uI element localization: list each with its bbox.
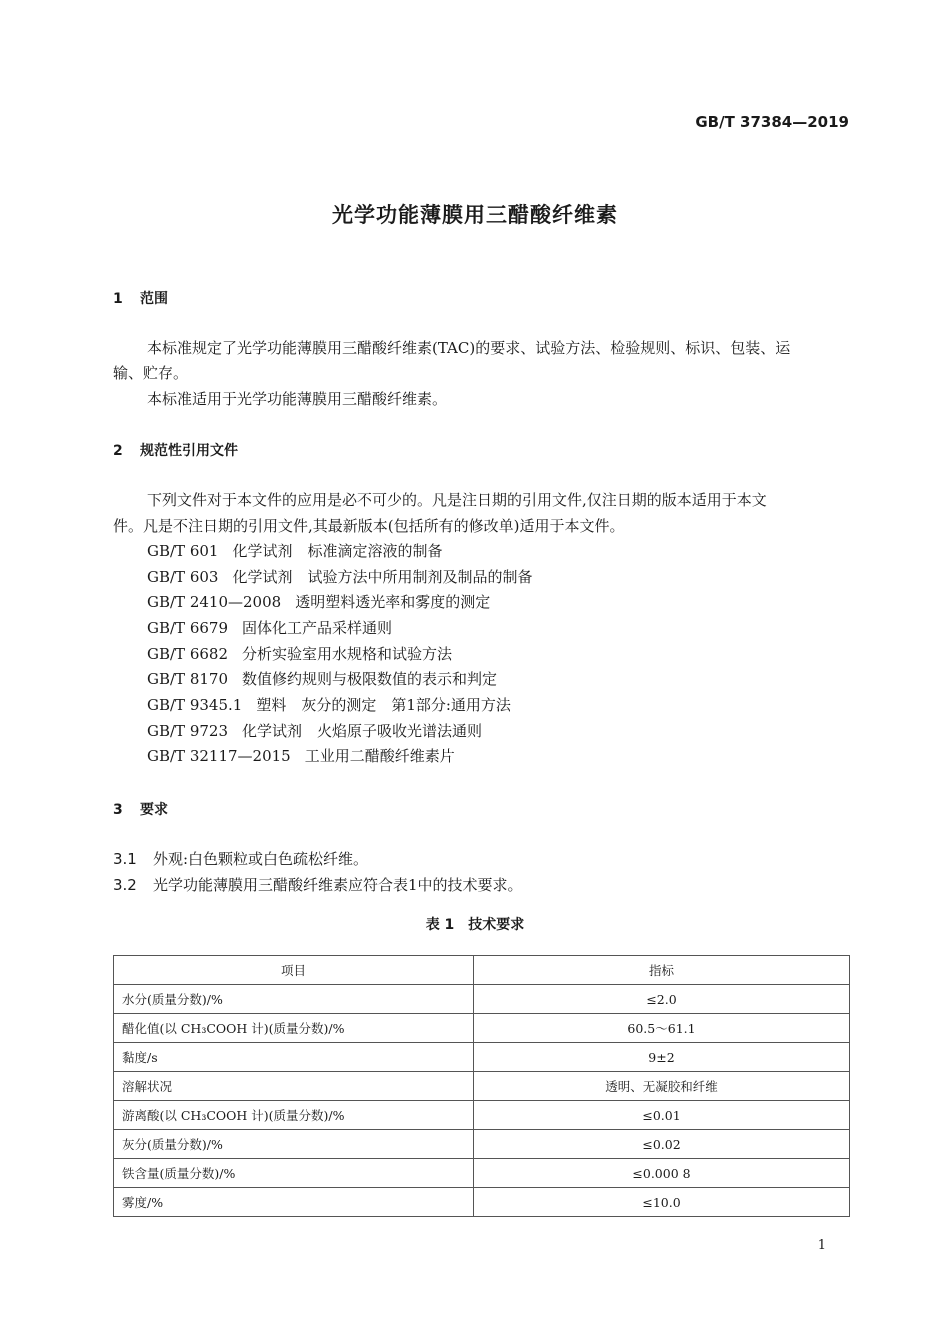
section-number: 1 [113,291,123,307]
reference-code: GB/T 9345.1 [147,696,243,714]
clause-3-1 [113,848,368,869]
column-header-value: 指标 [474,956,850,985]
value-cell: 60.5～61.1 [474,1014,850,1043]
reference-item [147,745,455,766]
clause-number: 3.1 [113,850,137,868]
reference-code: GB/T 9723 [147,722,229,740]
reference-title: 工业用二醋酸纤维素片 [304,747,455,765]
section-title: 要求 [140,802,168,818]
reference-item [147,540,442,561]
reference-title: 化学试剂 试验方法中所用制剂及制品的制备 [232,568,533,586]
table-row [114,1159,850,1188]
table-row [114,1014,850,1043]
reference-code: GB/T 6679 [147,619,229,637]
clause-text: 光学功能薄膜用三醋酸纤维素应符合表1中的技术要求。 [153,876,523,894]
section-title: 规范性引用文件 [140,443,238,459]
column-header-item: 项目 [114,956,474,985]
reference-title: 塑料 灰分的测定 第1部分:通用方法 [256,696,511,714]
item-cell: 黏度/s [114,1043,474,1072]
value-cell: ≤0.000 8 [474,1159,850,1188]
value-cell: 9±2 [474,1043,850,1072]
table-row [114,1101,850,1130]
reference-item [147,720,482,741]
table-header-row [114,956,850,985]
section-1-heading [113,288,168,308]
document-title: 光学功能薄膜用三醋酸纤维素 [332,203,618,227]
page-number: 1 [817,1238,826,1253]
table-row [114,1130,850,1159]
paragraph-line: 本标准规定了光学功能薄膜用三醋酸纤维素(TAC)的要求、试验方法、检验规则、标识、包装、运 [147,339,791,357]
item-cell: 醋化值(以 CH₃COOH 计)(质量分数)/% [114,1014,474,1043]
technical-requirements-table [113,955,850,1217]
reference-item [147,566,532,587]
item-cell: 铁含量(质量分数)/% [114,1159,474,1188]
table-row [114,985,850,1014]
clause-text: 外观:白色颗粒或白色疏松纤维。 [153,850,369,868]
reference-item [147,668,497,689]
paragraph-line: 件。凡是不注日期的引用文件,其最新版本(包括所有的修改单)适用于本文件。 [113,517,625,535]
clause-3-2 [113,874,523,895]
reference-item [147,591,490,612]
section-3-heading [113,799,168,819]
item-cell: 游离酸(以 CH₃COOH 计)(质量分数)/% [114,1101,474,1130]
clause-number: 3.2 [113,876,137,894]
reference-title: 化学试剂 火焰原子吸收光谱法通则 [242,722,483,740]
table-row [114,1043,850,1072]
standard-code: GB/T 37384—2019 [695,113,849,131]
paragraph-line: 输、贮存。 [113,364,189,382]
section-number: 2 [113,443,123,459]
value-cell: ≤2.0 [474,985,850,1014]
value-cell: ≤10.0 [474,1188,850,1217]
reference-title: 化学试剂 标准滴定溶液的制备 [232,542,443,560]
reference-item [147,617,392,638]
item-cell: 水分(质量分数)/% [114,985,474,1014]
reference-code: GB/T 8170 [147,670,229,688]
reference-code: GB/T 6682 [147,645,229,663]
item-cell: 雾度/% [114,1188,474,1217]
table-caption: 表 1 技术要求 [425,917,525,933]
section-title: 范围 [140,291,168,307]
paragraph-line: 本标准适用于光学功能薄膜用三醋酸纤维素。 [147,390,448,408]
reference-item [147,694,511,715]
section-number: 3 [113,802,123,818]
reference-code: GB/T 32117—2015 [147,747,291,765]
value-cell: ≤0.01 [474,1101,850,1130]
value-cell: 透明、无凝胶和纤维 [474,1072,850,1101]
reference-code: GB/T 2410—2008 [147,593,282,611]
reference-title: 透明塑料透光率和雾度的测定 [295,593,491,611]
item-cell: 灰分(质量分数)/% [114,1130,474,1159]
reference-code: GB/T 601 [147,542,219,560]
reference-title: 固体化工产品采样通则 [242,619,393,637]
reference-title: 分析实验室用水规格和试验方法 [242,645,453,663]
value-cell: ≤0.02 [474,1130,850,1159]
table-row [114,1072,850,1101]
item-cell: 溶解状况 [114,1072,474,1101]
reference-code: GB/T 603 [147,568,219,586]
reference-item [147,643,452,664]
section-2-heading [113,440,238,460]
paragraph-line: 下列文件对于本文件的应用是必不可少的。凡是注日期的引用文件,仅注日期的版本适用于本文 [147,491,767,509]
table-row [114,1188,850,1217]
reference-title: 数值修约规则与极限数值的表示和判定 [242,670,498,688]
